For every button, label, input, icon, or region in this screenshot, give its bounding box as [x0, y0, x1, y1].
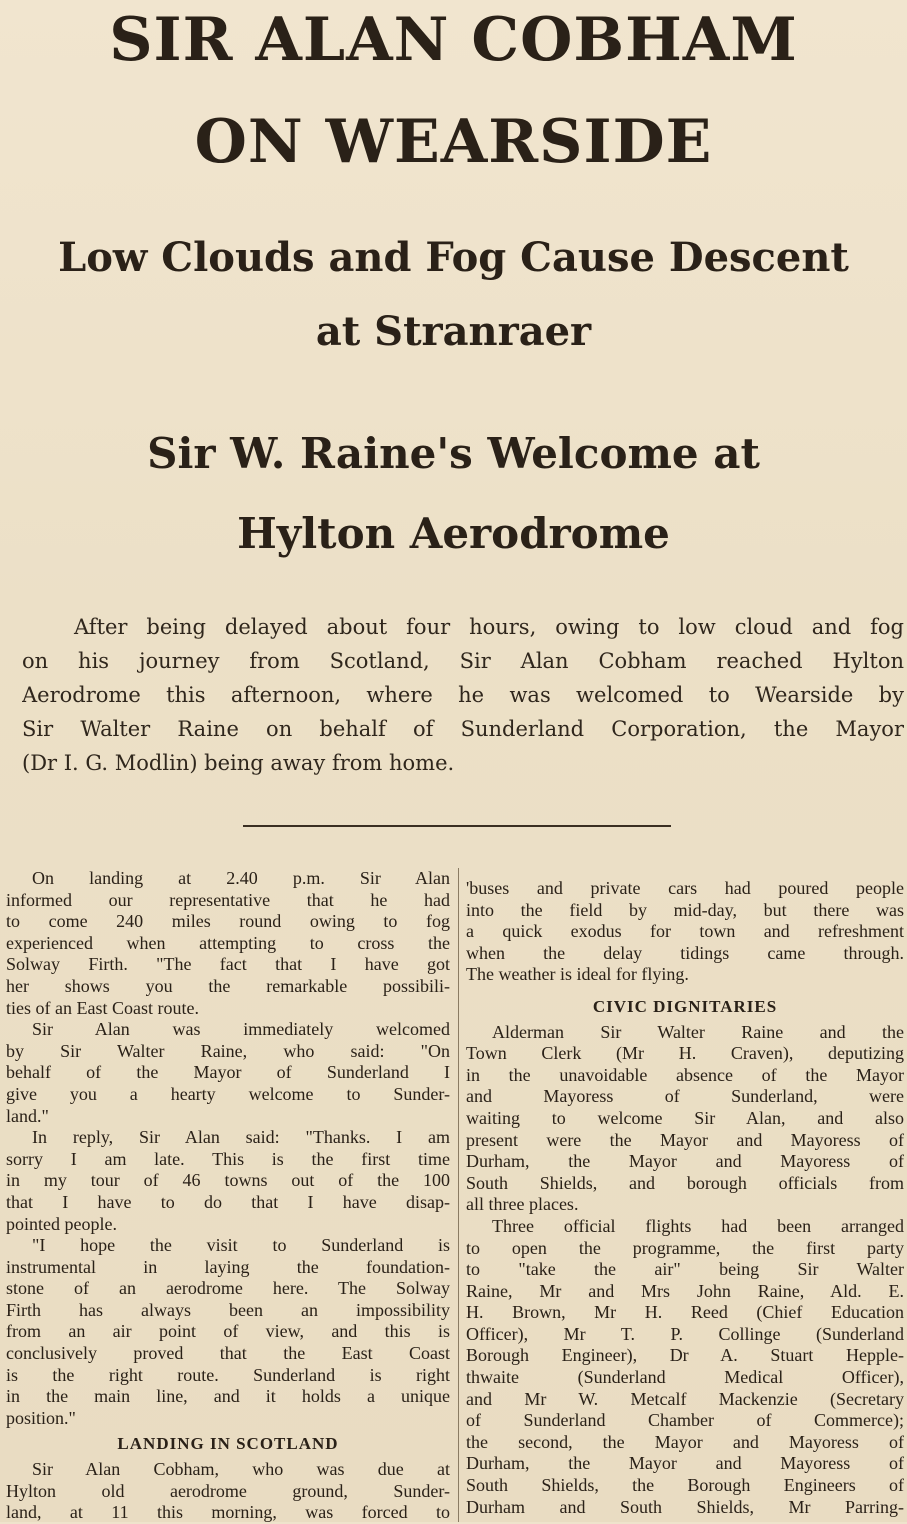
body-line: give you a hearty welcome to Sunder-: [6, 1083, 450, 1104]
body-line: land.": [6, 1105, 49, 1126]
body-line: behalf of the Mayor of Sunderland I: [6, 1062, 450, 1083]
body-line: thwaite (Sunderland Medical Officer),: [466, 1367, 904, 1388]
body-line: pointed people.: [6, 1213, 117, 1234]
body-line: Officer), Mr T. P. Collinge (Sunderland: [466, 1323, 904, 1344]
lead-line: (Dr I. G. Modlin) being away from home.: [22, 751, 455, 775]
body-line: ties of an East Coast route.: [6, 997, 199, 1018]
body-line: Alderman Sir Walter Raine and the: [492, 1021, 904, 1042]
subheadline-2-line-1: Sir W. Raine's Welcome at: [147, 429, 760, 478]
body-line: and Mayoress of Sunderland, were: [466, 1086, 904, 1107]
body-line: present were the Mayor and Mayoress of: [466, 1129, 904, 1150]
body-line: Durham and South Shields, Mr Parring-: [466, 1496, 904, 1517]
body-line: from an air point of view, and this is: [6, 1321, 450, 1342]
body-line: waiting to welcome Sir Alan, and also: [466, 1107, 904, 1128]
body-line: South Shields, the Borough Engineers of: [466, 1475, 904, 1496]
body-line: Raine, Mr and Mrs John Raine, Ald. E.: [466, 1280, 904, 1301]
body-line: Hylton old aerodrome ground, Sunder-: [6, 1480, 450, 1501]
body-line: Three official flights had been arranged: [492, 1215, 904, 1236]
body-line: In reply, Sir Alan said: "Thanks. I am: [32, 1127, 450, 1148]
lead-line: Aerodrome this afternoon, where he was welcomed to Wearside by: [22, 683, 904, 707]
section-subhead-landing: LANDING IN SCOTLAND: [117, 1434, 339, 1454]
body-line: South Shields, and borough officials from: [466, 1172, 904, 1193]
body-line: all three places.: [466, 1194, 579, 1215]
body-line: the second, the Mayor and Mayoress of: [466, 1431, 904, 1452]
lead-line: Sir Walter Raine on behalf of Sunderland Corporation, the Mayor: [22, 717, 904, 741]
body-line: position.": [6, 1407, 76, 1428]
subheadline-2-line-2: Hylton Aerodrome: [237, 509, 670, 558]
lead-paragraph: [22, 610, 904, 780]
body-line: 'buses and private cars had poured people: [466, 878, 904, 898]
subheadline-1-line-1: Low Clouds and Fog Cause Descent: [58, 234, 849, 281]
body-line: Sir Alan was immediately welcomed: [32, 1019, 450, 1040]
body-line: H. Brown, Mr H. Reed (Chief Education: [466, 1302, 904, 1323]
body-line: conclusively proved that the East Coast: [6, 1343, 450, 1364]
body-line: in the unavoidable absence of the Mayor: [466, 1064, 904, 1085]
right-column: [466, 878, 904, 1518]
body-line: Borough Engineer), Dr A. Stuart Hepple-: [466, 1345, 904, 1366]
body-line: when the delay tidings came through.: [466, 942, 904, 963]
body-line: instrumental in laying the foundation-: [6, 1256, 450, 1277]
body-line: experienced when attempting to cross the: [6, 932, 450, 953]
body-line: Durham, the Mayor and Mayoress of: [466, 1453, 904, 1474]
body-line: Sir Alan Cobham, who was due at: [32, 1459, 450, 1480]
main-headline-line-1: SIR ALAN COBHAM: [109, 5, 798, 75]
body-line: by Sir Walter Raine, who said: "On: [6, 1040, 450, 1061]
left-column: [6, 868, 450, 1524]
body-line: Durham, the Mayor and Mayoress of: [466, 1151, 904, 1172]
body-line: to open the programme, the first party: [466, 1237, 904, 1258]
body-line: her shows you the remarkable possibili-: [6, 975, 450, 996]
body-line: "I hope the visit to Sunderland is: [32, 1235, 450, 1256]
lead-line: After being delayed about four hours, owing to low cloud and fog: [74, 615, 904, 639]
body-line: Town Clerk (Mr H. Craven), deputizing: [466, 1043, 904, 1064]
body-line: to "take the air" being Sir Walter: [466, 1259, 904, 1280]
body-line: in the main line, and it holds a unique: [6, 1386, 450, 1407]
body-line: that I have to do that I have disap-: [6, 1191, 450, 1212]
body-line: land, at 11 this morning, was forced to: [6, 1502, 450, 1523]
column-divider: [458, 868, 459, 1522]
body-line: Solway Firth. "The fact that I have got: [6, 954, 450, 975]
body-line: is the right route. Sunderland is right: [6, 1364, 450, 1385]
section-divider-rule: [243, 825, 671, 827]
lead-line: on his journey from Scotland, Sir Alan Cobham reached Hylton: [22, 649, 904, 673]
body-line: stone of an aerodrome here. The Solway: [6, 1278, 450, 1299]
body-line: sorry I am late. This is the first time: [6, 1148, 450, 1169]
body-line: of Sunderland Chamber of Commerce);: [466, 1410, 904, 1431]
body-line: Firth has always been an impossibility: [6, 1299, 450, 1320]
body-line: into the field by mid-day, but there was: [466, 899, 904, 920]
body-line: On landing at 2.40 p.m. Sir Alan: [32, 868, 450, 888]
body-line: to come 240 miles round owing to fog: [6, 911, 450, 932]
body-line: in my tour of 46 towns out of the 100: [6, 1170, 450, 1191]
section-subhead-civic: CIVIC DIGNITARIES: [592, 996, 778, 1016]
body-line: The weather is ideal for flying.: [466, 964, 689, 985]
body-line: and Mr W. Metcalf Mackenzie (Secretary: [466, 1388, 904, 1409]
subheadline-1-line-2: at Stranraer: [315, 308, 592, 355]
body-line: a quick exodus for town and refreshment: [466, 921, 904, 942]
main-headline-line-2: ON WEARSIDE: [194, 107, 713, 177]
body-line: informed our representative that he had: [6, 889, 450, 910]
